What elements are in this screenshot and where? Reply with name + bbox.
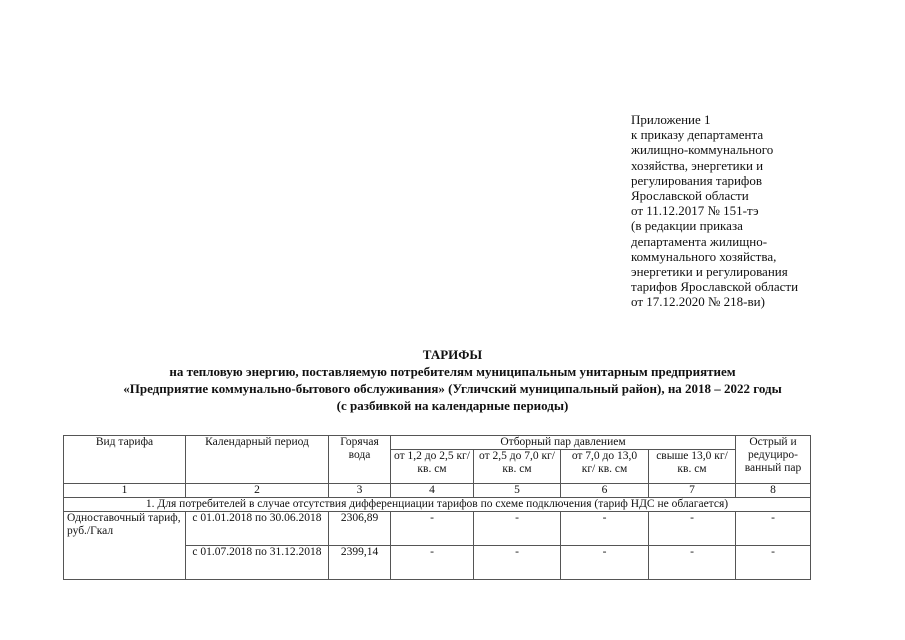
col-num: 7 [649, 484, 736, 498]
period-cell: с 01.01.2018 по 30.06.2018 [186, 512, 329, 546]
appendix-line: коммунального хозяйства, [631, 248, 777, 264]
appendix-line: Ярославской области [631, 188, 749, 204]
title-line: «Предприятие коммунально-бытового обслуживания» (Угличский муниципальный район), на 2018 – 2022 годы [123, 381, 782, 396]
col-num: 2 [186, 484, 329, 498]
tariff-table [63, 435, 811, 580]
value-cell: - [649, 512, 736, 546]
document-title [0, 346, 905, 414]
header-sub: свыше 13,0 кг/ кв. см [649, 450, 736, 484]
appendix-line: жилищно-коммунального [631, 142, 774, 158]
appendix-line: энергетики и регулирования [631, 264, 788, 280]
header-tariff-type: Вид тарифа [64, 436, 186, 484]
title-line: (с разбивкой на календарные периоды) [336, 398, 569, 413]
appendix-line: хозяйства, энергетики и [631, 157, 764, 173]
col-num: 3 [329, 484, 391, 498]
value-cell: - [391, 512, 474, 546]
title-heading: ТАРИФЫ [422, 347, 483, 362]
header-steam: Отборный пар давлением [391, 436, 736, 450]
header-sharp-steam: Острый и редуциро-ванный пар [736, 436, 811, 484]
appendix-line: департамента жилищно- [631, 233, 768, 249]
appendix-block [631, 112, 798, 310]
value-cell: - [561, 512, 649, 546]
value-cell: - [391, 546, 474, 580]
hot-water-cell: 2306,89 [329, 512, 391, 546]
appendix-line: к приказу департамента [631, 127, 764, 143]
header-hot-water: Горячая вода [329, 436, 391, 484]
col-num: 5 [474, 484, 561, 498]
col-num: 1 [64, 484, 186, 498]
col-num: 8 [736, 484, 811, 498]
appendix-line: регулирования тарифов [631, 172, 762, 188]
hot-water-cell: 2399,14 [329, 546, 391, 580]
appendix-line: (в редакции приказа [631, 218, 743, 234]
value-cell: - [474, 512, 561, 546]
table-row [64, 512, 811, 546]
col-num: 4 [391, 484, 474, 498]
header-sub: от 7,0 до 13,0 кг/ кв. см [561, 450, 649, 484]
tariff-type-cell: Одноставочный тариф, руб./Гкал [64, 512, 186, 580]
value-cell: - [736, 512, 811, 546]
value-cell: - [649, 546, 736, 580]
header-sub: от 1,2 до 2,5 кг/ кв. см [391, 450, 474, 484]
appendix-line: Приложение 1 [631, 112, 711, 127]
appendix-line: от 17.12.2020 № 218-ви) [631, 294, 765, 310]
value-cell: - [474, 546, 561, 580]
section-row: 1. Для потребителей в случае отсутствия дифференциации тарифов по схеме подключения (тариф НДС не облагается) [64, 498, 811, 512]
appendix-line: тарифов Ярославской области [631, 279, 799, 295]
value-cell: - [736, 546, 811, 580]
title-line: на тепловую энергию, поставляемую потребителям муниципальным унитарным предприятием [169, 364, 736, 379]
header-sub: от 2,5 до 7,0 кг/ кв. см [474, 450, 561, 484]
header-period: Календарный период [186, 436, 329, 484]
period-cell: с 01.07.2018 по 31.12.2018 [186, 546, 329, 580]
value-cell: - [561, 546, 649, 580]
col-num: 6 [561, 484, 649, 498]
appendix-line: от 11.12.2017 № 151-тэ [631, 203, 759, 219]
